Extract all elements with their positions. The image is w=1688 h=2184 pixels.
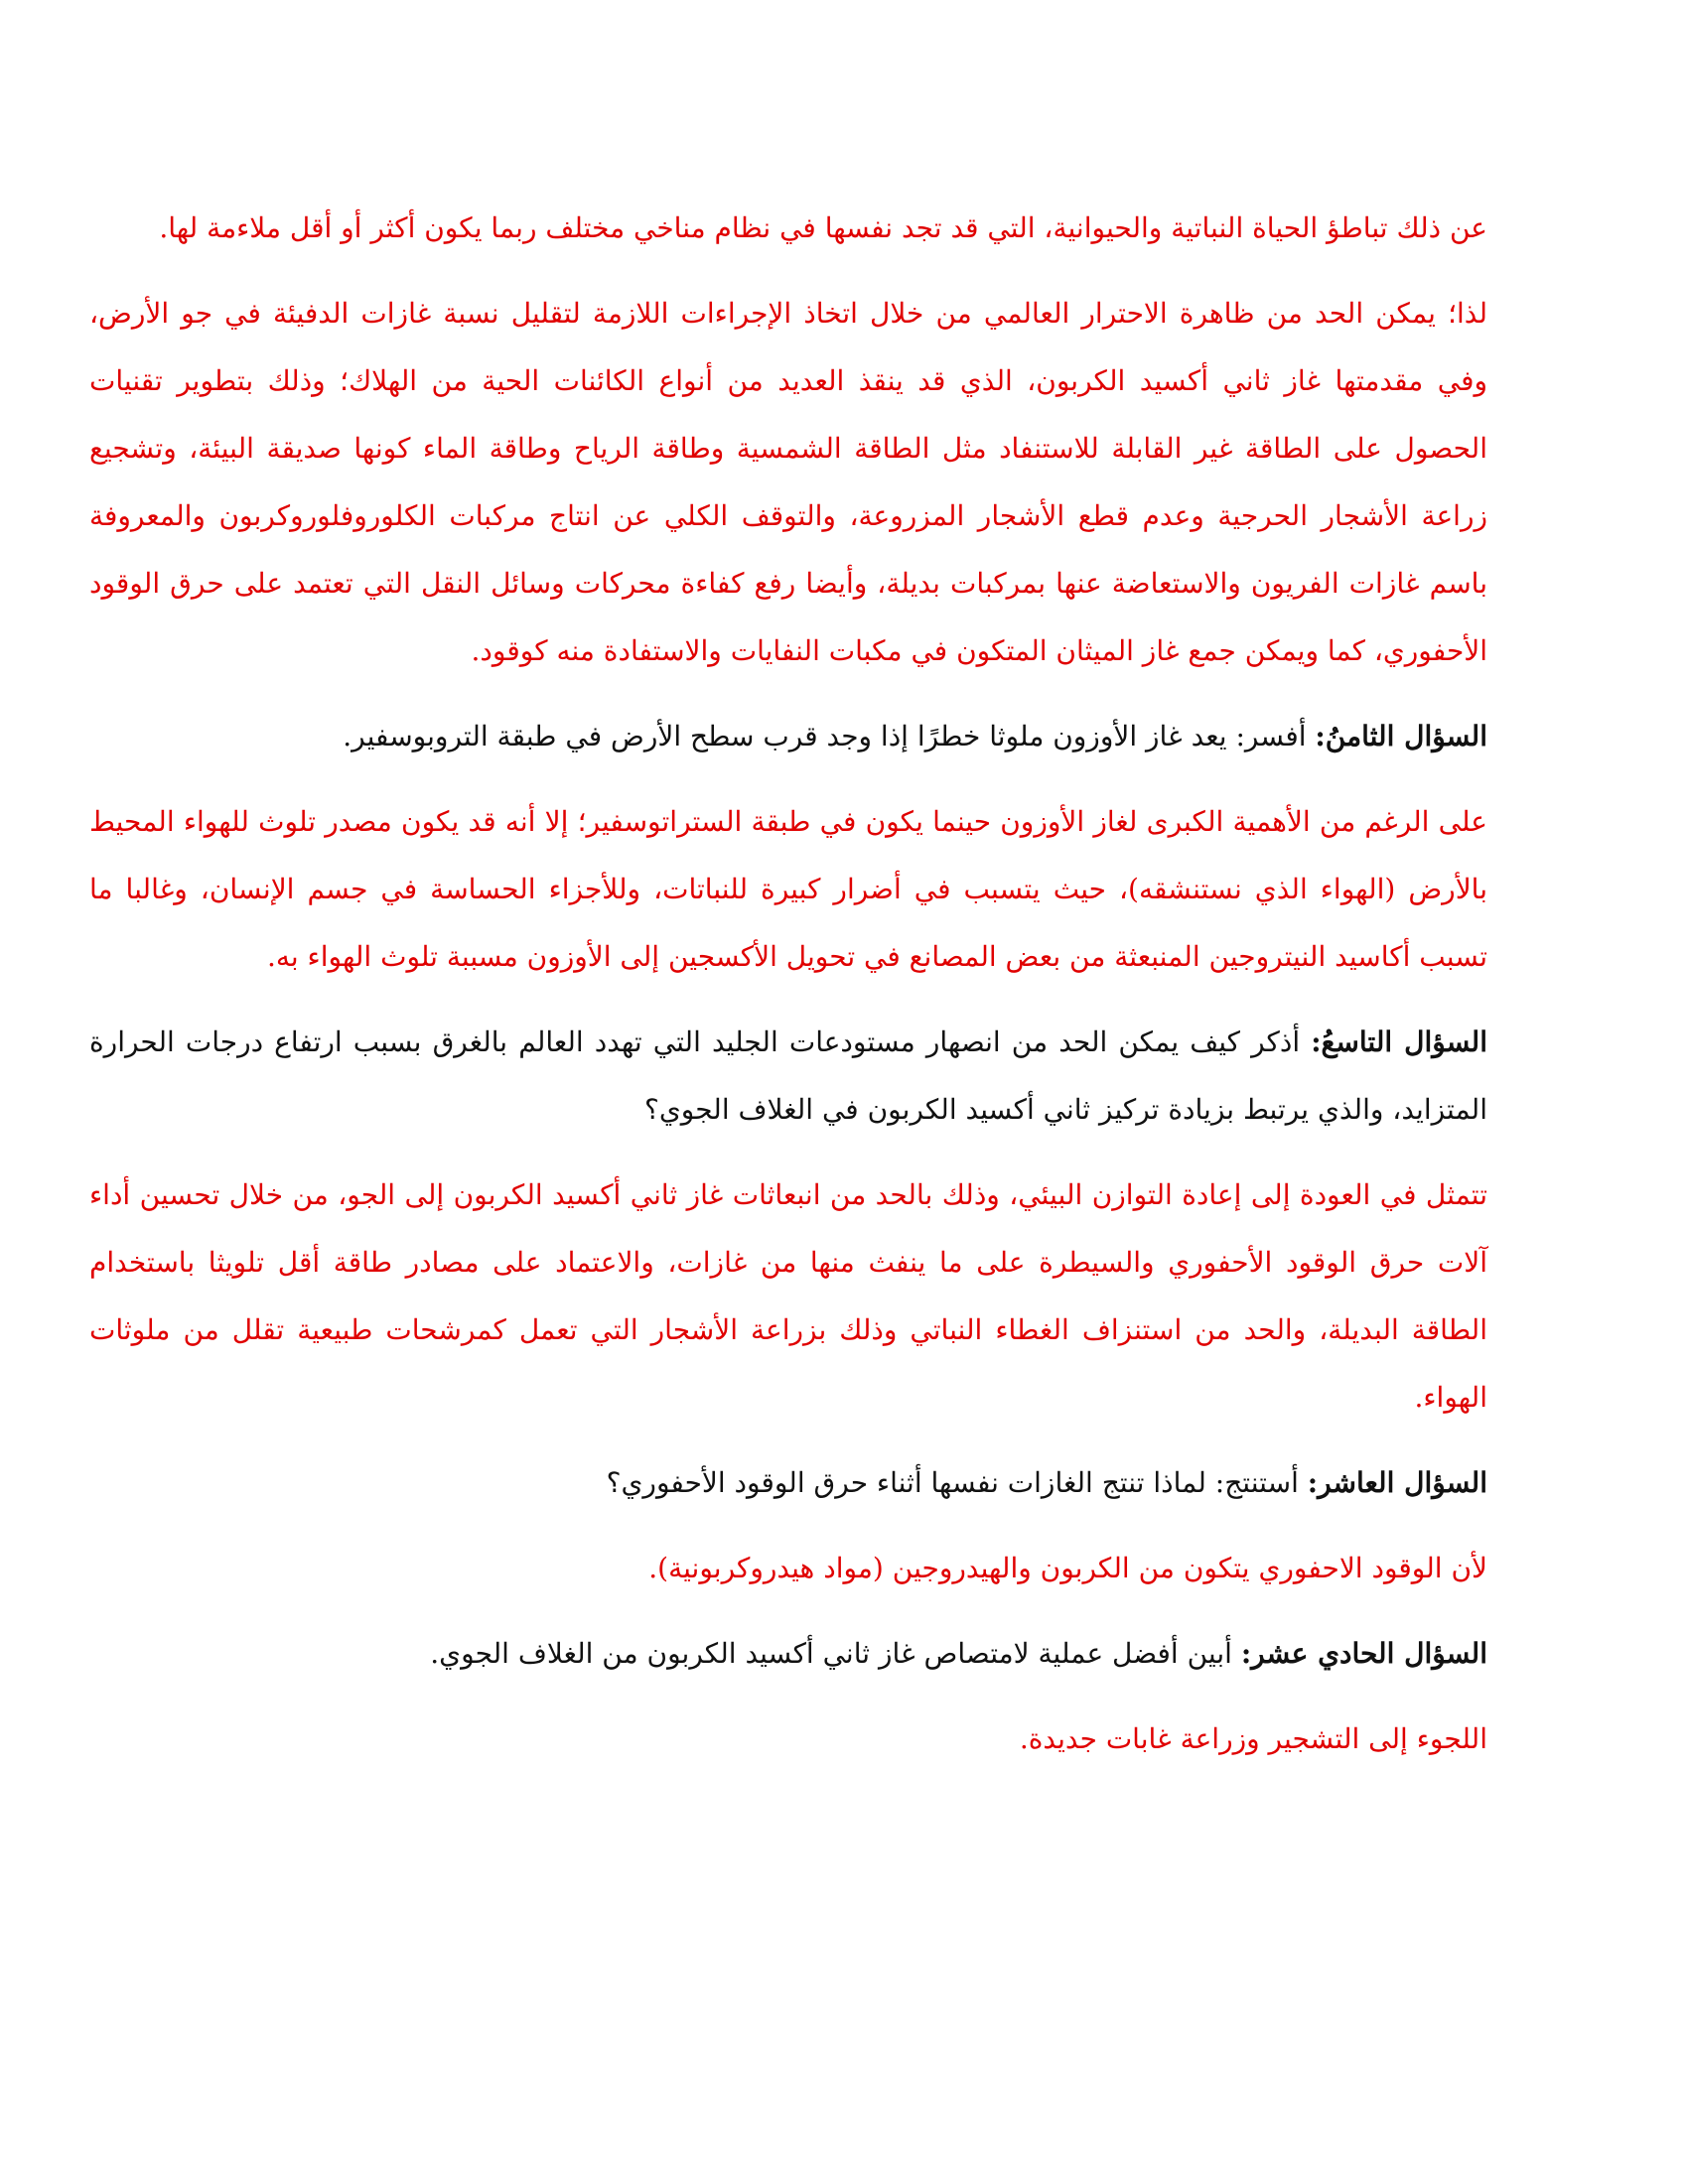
question-8-text: أفسر: يعد غاز الأوزون ملوثا خطرًا إذا وجد قرب سطح الأرض في طبقة التروبوسفير.	[343, 720, 1316, 752]
question-10-text: أستنتج: لماذا تنتج الغازات نفسها أثناء حرق الوقود الأحفوري؟	[606, 1466, 1308, 1499]
answer-paragraph-continuation: عن ذلك تباطؤ الحياة النباتية والحيوانية، التي قد تجد نفسها في نظام مناخي مختلف ربما يكون أكثر أو أقل ملاءمة لها.	[159, 211, 1487, 244]
answer-paragraph-global-warming: لذا؛ يمكن الحد من ظاهرة الاحترار العالمي من خلال اتخاذ الإجراءات اللازمة لتقليل نسبة غازات الدفيئة في جو الأرض، وفي مقدمتها غاز ثاني أكسيد الكربون، الذي قد ينقذ العديد من أنواع الكائنات الحية من الهلاك؛ وذلك بتطوير تقنيات الحصول على الطاقة غير القابلة للاستنفاد مثل الطاقة الشمسية وطاقة الرياح وطاقة الماء كونها صديقة البيئة، وتشجيع زراعة الأشجار الحرجية وعدم قطع الأشجار المزروعة، والتوقف الكلي عن انتاج مركبات الكلوروفلوروكربون والمعروفة باسم غازات الفريون والاستعاضة عنها بمركبات بديلة، وأيضا رفع كفاءة محركات وسائل النقل التي تعتمد على حرق الوقود الأحفوري، كما ويمكن جمع غاز الميثان المتكون في مكبات النفايات والاستفادة منه كوقود.	[89, 297, 1487, 667]
question-9-label: السؤال التاسعُ:	[1311, 1025, 1487, 1058]
question-11-label: السؤال الحادي عشر:	[1240, 1637, 1487, 1670]
question-10	[89, 1449, 1487, 1517]
answer-8: على الرغم من الأهمية الكبرى لغاز الأوزون حينما يكون في طبقة الستراتوسفير؛ إلا أنه قد يكون مصدر تلوث للهواء المحيط بالأرض (الهواء الذي نستنشقه)، حيث يتسبب في أضرار كبيرة للنباتات، وللأجزاء الحساسة في جسم الإنسان، وغالبا ما تسبب أكاسيد النيتروجين المنبعثة من بعض المصانع في تحويل الأكسجين إلى الأوزون مسببة تلوث الهواء به.	[89, 805, 1487, 973]
question-9-text: أذكر كيف يمكن الحد من انصهار مستودعات الجليد التي تهدد العالم بالغرق بسبب ارتفاع درجات الحرارة المتزايد، والذي يرتبط بزيادة تركيز ثاني أكسيد الكربون في الغلاف الجوي؟	[89, 1025, 1487, 1126]
question-9	[89, 1009, 1487, 1144]
document-body	[89, 195, 1487, 1791]
answer-11: اللجوء إلى التشجير وزراعة غابات جديدة.	[1019, 1722, 1487, 1755]
question-11	[89, 1620, 1487, 1688]
answer-9: تتمثل في العودة إلى إعادة التوازن البيئي، وذلك بالحد من انبعاثات غاز ثاني أكسيد الكربون إلى الجو، من خلال تحسين أداء آلات حرق الوقود الأحفوري والسيطرة على ما ينفث منها من غازات، والاعتماد على مصادر طاقة أقل تلويثا باستخدام الطاقة البديلة، والحد من استنزاف الغطاء النباتي وذلك بزراعة الأشجار التي تعمل كمرشحات طبيعية تقلل من ملوثات الهواء.	[89, 1178, 1487, 1414]
answer-10: لأن الوقود الاحفوري يتكون من الكربون والهيدروجين (مواد هيدروكربونية).	[648, 1552, 1487, 1584]
question-10-label: السؤال العاشر:	[1307, 1466, 1487, 1499]
question-8-label: السؤال الثامنُ:	[1315, 720, 1487, 752]
question-11-text: أبين أفضل عملية لامتصاص غاز ثاني أكسيد الكربون من الغلاف الجوي.	[430, 1637, 1241, 1670]
question-8	[89, 703, 1487, 770]
